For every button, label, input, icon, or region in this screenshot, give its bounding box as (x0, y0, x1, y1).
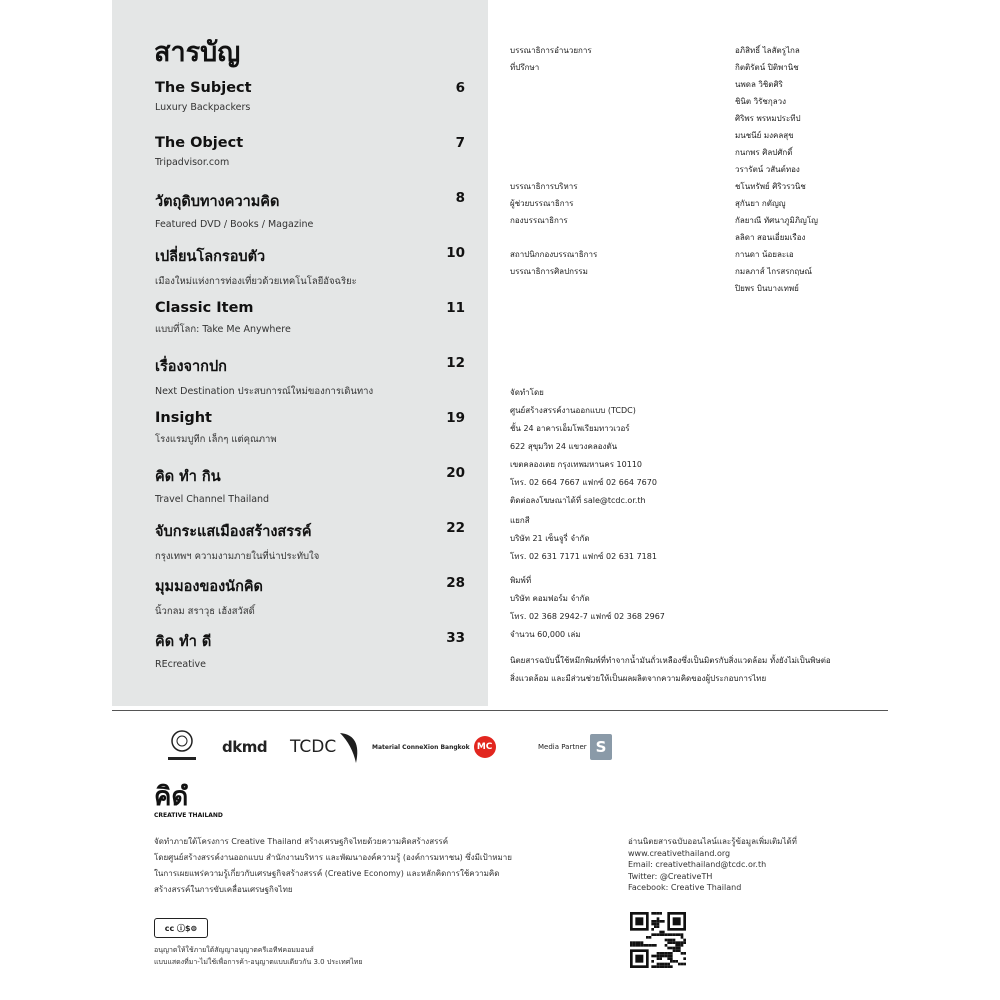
brand-sub: CREATIVE THAILAND (154, 812, 223, 819)
credit-name: ชโนทรัพย์ ศิริวรวนิช (735, 182, 806, 191)
toc-entry-title: มุมมองของนักคิด (155, 579, 263, 595)
toc-entry[interactable] (155, 355, 465, 399)
license-text (154, 944, 362, 968)
s-mark-icon: S (590, 734, 612, 760)
disclaimer-line: สิ่งแวดล้อม และมีส่วนช่วยให้เป็นผลผลิตจากความคิดของผู้ประกอบการไทย (510, 674, 767, 683)
toc-entry[interactable] (155, 190, 465, 230)
contact-line: อ่านนิตยสารฉบับออนไลน์และรู้ข้อมูลเพิ่มเติมได้ที่ (628, 837, 797, 846)
plates-info (510, 512, 657, 566)
role: ผู้ช่วยบรรณาธิการ (510, 199, 574, 208)
description-line: สร้างสรรค์ในการขับเคลื่อนเศรษฐกิจไทย (154, 885, 293, 894)
toc-entry-title: จับกระแสเมืองสร้างสรรค์ (155, 524, 312, 540)
toc-entry-title: Insight (155, 410, 212, 426)
qr-code-icon[interactable] (630, 912, 686, 968)
role: บรรณาธิการอำนวยการ (510, 46, 592, 55)
credit-name: อภิสิทธิ์ ไลสัตรูไกล (735, 46, 800, 55)
media-partner-label: Media Partner (538, 743, 587, 751)
toc-entry[interactable] (155, 135, 465, 168)
tcdc-logo (290, 727, 364, 767)
toc-entry[interactable] (155, 575, 465, 619)
printer-label: พิมพ์ที่ (510, 576, 532, 585)
table-of-contents (112, 0, 488, 706)
toc-entry-page: 11 (446, 300, 465, 316)
toc-entry[interactable] (155, 410, 465, 447)
mcb-mark-icon: MC (474, 736, 496, 758)
publisher-info (510, 384, 657, 510)
toc-entry-title: คิด ทำ ดี (155, 634, 212, 650)
toc-entry-title: The Subject (155, 80, 252, 96)
publisher-line: 622 สุขุมวิท 24 แขวงคลองตัน (510, 442, 618, 451)
creative-thailand-brand (154, 782, 223, 819)
credit-name: ศิริพร พรหมประทีป (735, 114, 801, 123)
toc-entry-subtitle: Featured DVD / Books / Magazine (155, 219, 314, 230)
credit-name: มนชนีย์ มงคลสุข (735, 131, 794, 140)
toc-entry-page: 33 (446, 630, 465, 646)
toc-entry-page: 28 (446, 575, 465, 591)
credit-name: กัลยาณี ทัศนาภูมิภิญโญ (735, 216, 818, 225)
credit-name: สุกันยา กตัญญู (735, 199, 786, 208)
toc-entry[interactable] (155, 520, 465, 564)
dkmd-logo: dkmd (222, 738, 268, 756)
license-line: อนุญาตให้ใช้ภายใต้สัญญาอนุญาตครีเอทีฟคอมมอนส์ (154, 946, 314, 954)
email-link[interactable]: Email: creativethailand@tcdc.or.th (628, 860, 767, 869)
publisher-line: ติดต่อลงโฆษณาได้ที่ sale@tcdc.or.th (510, 496, 646, 505)
s-logo (590, 727, 612, 767)
printer-line: จำนวน 60,000 เล่ม (510, 630, 581, 639)
toc-entry-page: 20 (446, 465, 465, 481)
government-seal-icon (162, 727, 202, 767)
facebook-link[interactable]: Facebook: Creative Thailand (628, 883, 742, 892)
toc-entry-subtitle: Travel Channel Thailand (155, 494, 270, 505)
divider (112, 710, 888, 711)
publisher-line: โทร. 02 664 7667 แฟกซ์ 02 664 7670 (510, 478, 657, 487)
toc-entry-title: Classic Item (155, 300, 254, 316)
tcdc-text: TCDC (290, 737, 337, 757)
toc-entry-subtitle: Tripadvisor.com (155, 157, 230, 168)
toc-entry-title: The Object (155, 135, 244, 151)
credit-name: กิตติรัตน์ ปิติพานิช (735, 63, 799, 72)
role: บรรณาธิการศิลปกรรม (510, 267, 588, 276)
toc-entry-subtitle: เมืองใหม่แห่งการท่องเที่ยวด้วยเทคโนโลยีอัจฉริยะ (155, 276, 357, 287)
plates-line: โทร. 02 631 7171 แฟกซ์ 02 631 7181 (510, 552, 657, 561)
toc-entry[interactable] (155, 80, 465, 113)
description-line: โดยศูนย์สร้างสรรค์งานออกแบบ สำนักงานบริหาร และพัฒนาองค์ความรู้ (องค์การมหาชน) ซึ่งมีเป้าหมาย (154, 853, 512, 862)
toc-entry-page: 10 (446, 245, 465, 261)
toc-entry-subtitle: กรุงเทพฯ ความงามภายในที่น่าประทับใจ (155, 551, 320, 562)
role: สถาปนิกกองบรรณาธิการ (510, 250, 598, 259)
role: กองบรรณาธิการ (510, 216, 568, 225)
role: บรรณาธิการบริหาร (510, 182, 578, 191)
twitter-link[interactable]: Twitter: @CreativeTH (628, 871, 713, 881)
toc-entry-subtitle: แบบที่โลก: Take Me Anywhere (155, 324, 291, 335)
credit-name: ปิยพร บินบางเทพย์ (735, 284, 799, 293)
toc-entry[interactable] (155, 245, 465, 289)
credit-name: ชินิต วิรัชกุลวง (735, 97, 786, 106)
toc-entry-subtitle: โรงแรมบูทีก เล็กๆ แต่คุณภาพ (155, 434, 277, 445)
toc-entry-title: คิด ทำ กิน (155, 469, 221, 485)
credits-roles (510, 42, 597, 280)
publisher-line: ชั้น 24 อาคารเอ็มโพเรียมทาวเวอร์ (510, 424, 630, 433)
tcdc-swoosh-icon (338, 729, 364, 765)
toc-entry[interactable] (155, 630, 465, 670)
printer-line: บริษัท คอมฟอร์ม จำกัด (510, 594, 590, 603)
toc-entry-subtitle: REcreative (155, 659, 207, 670)
contact-info (628, 836, 797, 894)
plates-label: แยกสี (510, 516, 530, 525)
license-line: แบบแสดงที่มา-ไม่ใช้เพื่อการค้า-อนุญาตแบบเดียวกัน 3.0 ประเทศไทย (154, 958, 363, 966)
toc-entry-page: 6 (455, 80, 465, 96)
credit-name: กมลภาส์ ไกรสรกฤษณ์ (735, 267, 812, 276)
toc-entry-subtitle: นิ้วกลม สราวุธ เฮ้งสวัสดิ์ (155, 606, 255, 617)
toc-entry[interactable] (155, 465, 465, 505)
printer-info (510, 572, 665, 644)
toc-entry-title: วัตถุดิบทางความคิด (155, 194, 280, 210)
disclaimer (510, 652, 890, 688)
toc-entry-subtitle: Next Destination ประสบการณ์ใหม่ของการเดินทาง (155, 386, 374, 397)
toc-entry-title: เปลี่ยนโลกรอบตัว (155, 249, 266, 265)
mcb-text: Material ConneXion Bangkok (372, 743, 470, 751)
toc-heading: สารบัญ (154, 37, 241, 68)
credit-name: นพดล วิชิตศิริ (735, 80, 783, 89)
publisher-line: ศูนย์สร้างสรรค์งานออกแบบ (TCDC) (510, 406, 636, 415)
credit-name: กนกพร ศิลปศักดิ์ (735, 148, 793, 157)
program-description (154, 834, 512, 898)
disclaimer-line: นิตยสารฉบับนี้ใช้หมึกพิมพ์ที่ทำจากน้ำมันถั่วเหลืองซึ่งเป็นมิตรกับสิ่งแวดล้อม ทั้งยังไม่เป็นพิษต่อ (510, 656, 831, 665)
publisher-label: จัดทำโดย (510, 388, 544, 397)
description-line: จัดทำภายใต้โครงการ Creative Thailand สร้างเศรษฐกิจไทยด้วยความคิดสร้างสรรค์ (154, 837, 449, 846)
creative-commons-icon: cc ⓘ$⊜ (154, 918, 208, 938)
credit-name: วรารัตน์ วสันต์ทอง (735, 165, 800, 174)
website-link[interactable]: www.creativethailand.org (628, 848, 731, 858)
toc-entry-page: 7 (455, 135, 465, 151)
toc-entry-page: 8 (455, 190, 465, 206)
publisher-line: เขตคลองเตย กรุงเทพมหานคร 10110 (510, 460, 642, 469)
credits-names (735, 42, 818, 297)
plates-line: บริษัท 21 เซ็นจูรี่ จำกัด (510, 534, 590, 543)
toc-entry-title: เรื่องจากปก (155, 359, 227, 375)
credit-name: กานดา น้อยละเอ (735, 250, 794, 259)
role: ที่ปรึกษา (510, 63, 540, 72)
toc-entry-subtitle: Luxury Backpackers (155, 102, 251, 113)
credit-name: ลลิดา สอนเอี่ยมเรือง (735, 233, 806, 242)
toc-entry-page: 22 (446, 520, 465, 536)
printer-line: โทร. 02 368 2942-7 แฟกซ์ 02 368 2967 (510, 612, 665, 621)
toc-entry-page: 19 (446, 410, 465, 426)
partner-logos (150, 727, 650, 771)
mcb-logo (372, 727, 496, 767)
brand-mark: คิดํ (154, 782, 189, 812)
toc-entry[interactable] (155, 300, 465, 337)
description-line: ในการเผยแพร่ความรู้เกี่ยวกับเศรษฐกิจสร้างสรรค์ (Creative Economy) และหลักคิดการใช้ความคิด (154, 869, 500, 878)
toc-entry-page: 12 (446, 355, 465, 371)
